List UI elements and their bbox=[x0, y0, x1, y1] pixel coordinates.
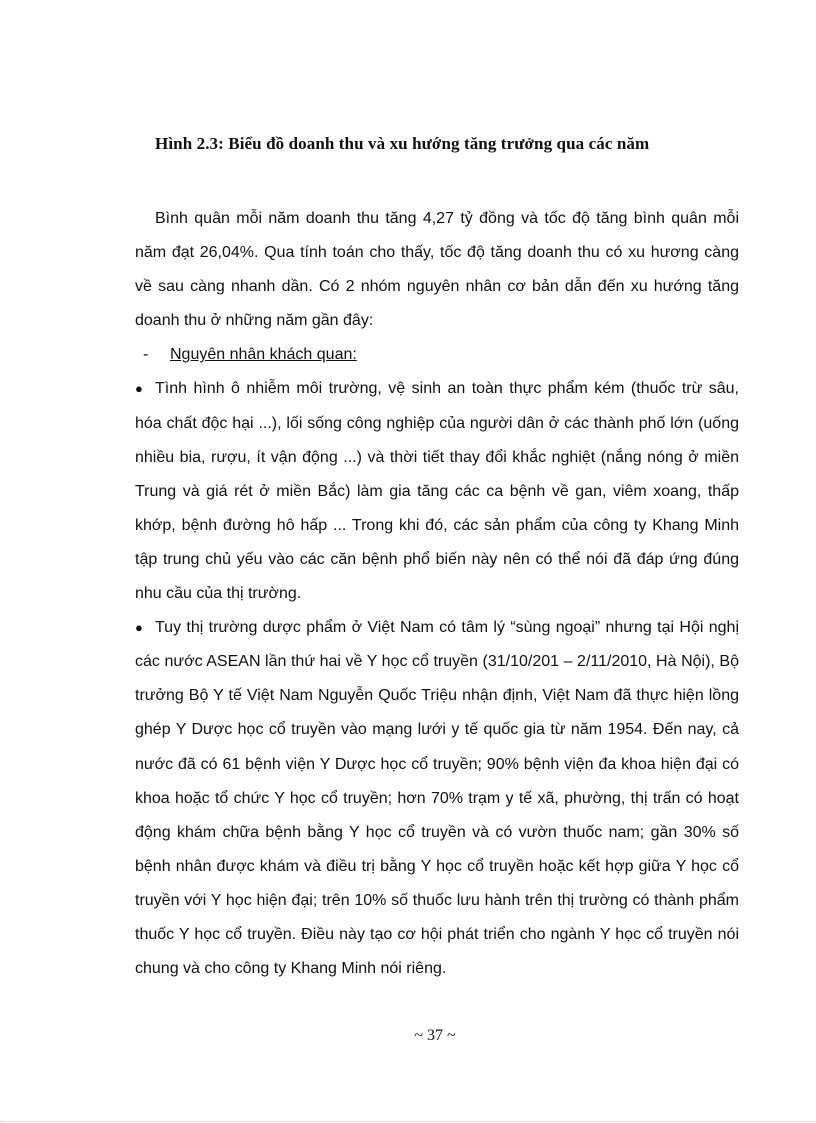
bullet-icon: ● bbox=[135, 620, 143, 636]
dash-list-item bbox=[135, 338, 739, 372]
dash-marker: - bbox=[143, 346, 149, 364]
body-text bbox=[135, 202, 739, 986]
intro-paragraph: Bình quân mỗi năm doanh thu tăng 4,27 tỷ đồng và tốc độ tăng bình quân mỗi năm đạt 26,04%. Qua tính toán cho thấy, tốc độ tăng doanh thu có xu hương càng về sau càng nhanh dần. Có 2 nhóm nguyên nhân cơ bản dẫn đến xu hướng tăng doanh thu ở những năm gần đây: bbox=[135, 210, 739, 330]
bullet-text-1: Tình hình ô nhiễm môi trường, vệ sinh an toàn thực phẩm kém (thuốc trừ sâu, hóa chất độc hại ...), lối sống công nghiệp của người dân ở các thành phố lớn (uống nhiều bia, rượu, ít vận động ...) và thời tiết thay đổi khắc nghiệt (nắng nóng ở miền Trung và giá rét ở miền Bắc) làm gia tăng các ca bệnh về gan, viêm xoang, thấp khớp, bệnh đường hô hấp ... Trong khi đó, các sản phẩm của công ty Khang Minh tập trung chủ yếu vào các căn bệnh phổ biến này nên có thể nói đã đáp ứng đúng nhu cầu của thị trường. bbox=[135, 380, 739, 603]
bullet-text-2: Tuy thị trường dược phẩm ở Việt Nam có tâm lý “sùng ngoại” nhưng tại Hội nghị các nước ASEAN lần thứ hai về Y học cổ truyền (31/10/201 – 2/11/2010, Hà Nội), Bộ trưởng Bộ Y tế Việt Nam Nguyễn Quốc Triệu nhận định, Việt Nam đã thực hiện lồng ghép Y Dược học cổ truyền vào mạng lưới y tế quốc gia từ năm 1954. Đến nay, cả nước đã có 61 bệnh viện Y Dược học cổ truyền; 90% bệnh viện đa khoa hiện đại có khoa hoặc tổ chức Y học cổ truyền; hơn 70% trạm y tế xã, phường, thị trấn có hoạt động khám chữa bệnh bằng Y học cổ truyền và có vườn thuốc nam; gần 30% số bệnh nhân được khám và điều trị bằng Y học cổ truyền hoặc kết hợp giữa Y học cổ truyền với Y học hiện đại; trên 10% số thuốc lưu hành trên thị trường có thành phẩm thuốc Y học cổ truyền. Điều này tạo cơ hội phát triển cho ngành Y học cổ truyền nói chung và cho công ty Khang Minh nói riêng. bbox=[135, 619, 739, 978]
section-heading-objective-causes: Nguyên nhân khách quan: bbox=[170, 346, 357, 364]
figure-caption: Hình 2.3: Biểu đồ doanh thu và xu hướng tăng trưởng qua các năm bbox=[155, 134, 650, 153]
bullet-item-2 bbox=[135, 611, 739, 986]
bullet-item-1 bbox=[135, 372, 739, 611]
page-bottom-divider bbox=[0, 1121, 816, 1122]
page-number: ~ 37 ~ bbox=[414, 1027, 456, 1044]
bullet-icon: ● bbox=[135, 381, 143, 397]
